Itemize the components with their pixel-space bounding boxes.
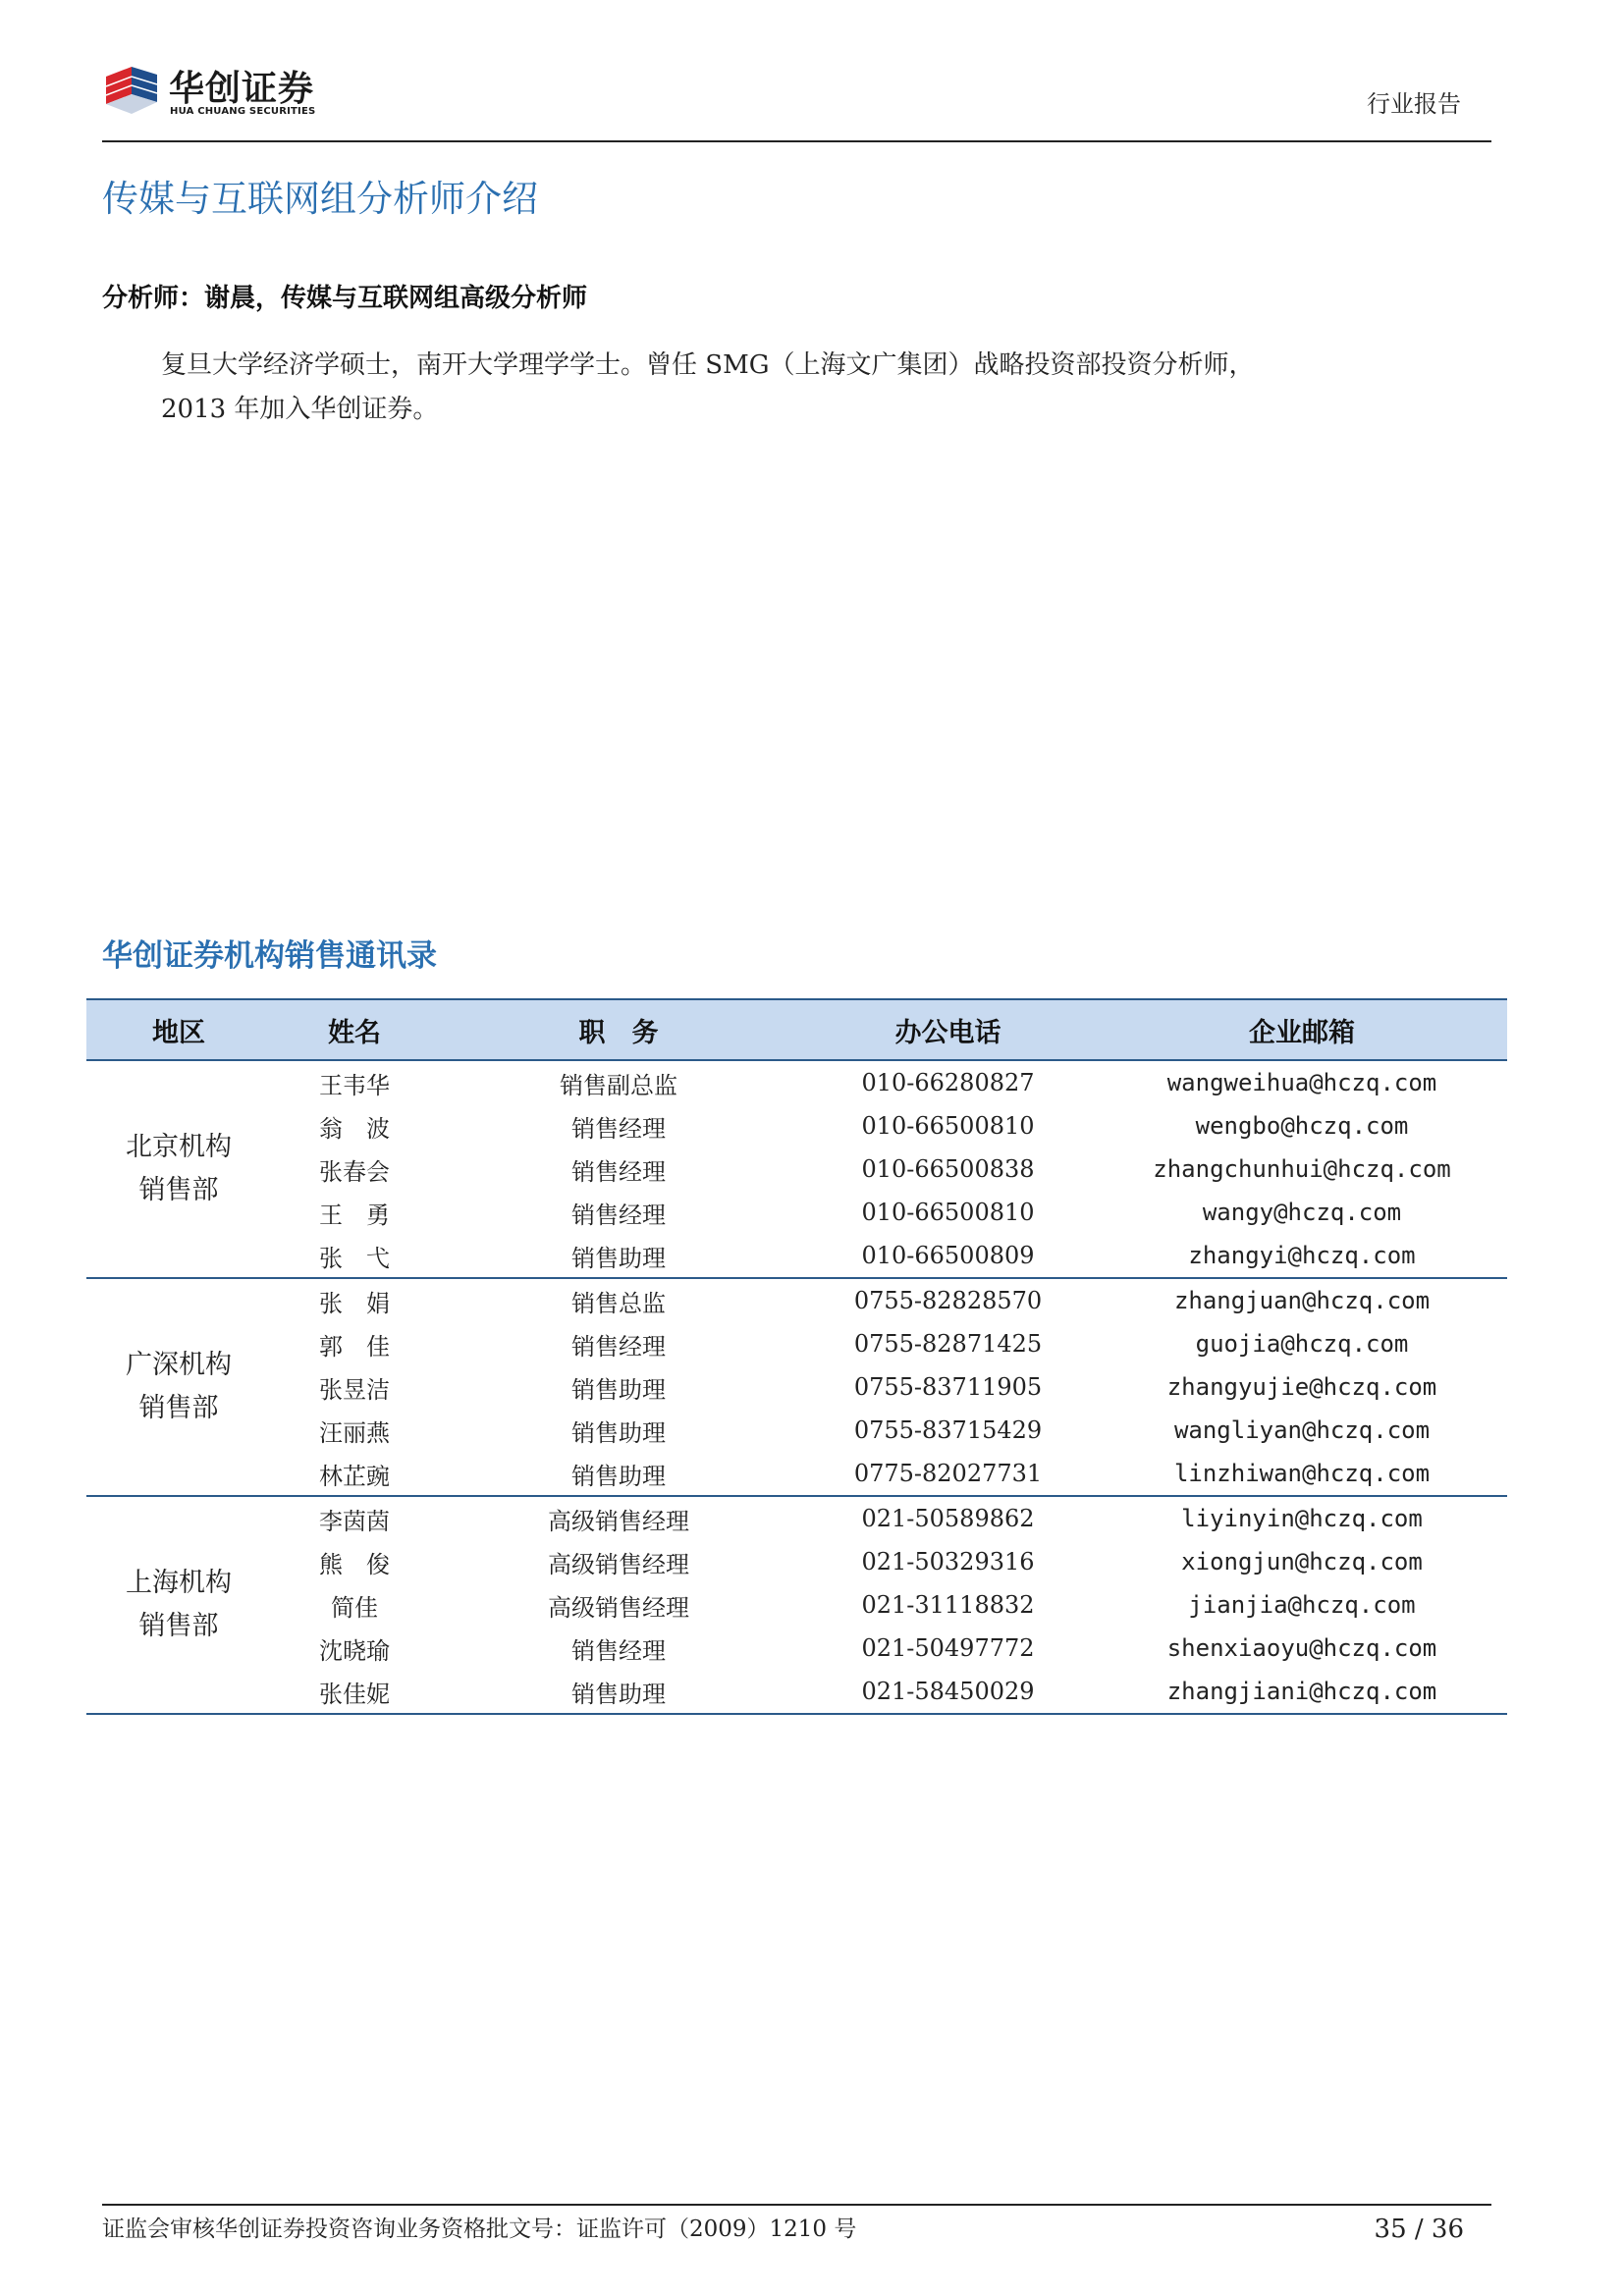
table-row	[86, 1409, 1507, 1452]
email-cell: wangliyan@hczq.com	[1173, 1416, 1431, 1444]
title-cell: 销售副总监	[560, 1071, 677, 1099]
email-cell: wangweihua@hczq.com	[1166, 1069, 1437, 1096]
table-row	[86, 1104, 1507, 1148]
name-cell: 郭 佳	[319, 1332, 390, 1361]
phone-cell: 021-50497772	[861, 1634, 1035, 1662]
title-cell: 高级销售经理	[548, 1593, 689, 1622]
footer-divider	[102, 2204, 1491, 2206]
email-cell: zhangjuan@hczq.com	[1173, 1287, 1431, 1314]
table-header-row	[86, 999, 1507, 1060]
table-row	[86, 1060, 1507, 1104]
email-cell: zhangjiani@hczq.com	[1097, 1670, 1507, 1714]
title-cell: 销售经理	[571, 1201, 666, 1229]
phone-cell: 010-66280827	[861, 1069, 1035, 1096]
phone-cell: 0755-83711905	[853, 1373, 1043, 1401]
analyst-section-title: 传媒与互联网组分析师介绍	[102, 178, 538, 220]
region-cell: 上海机构 销售部	[86, 1496, 271, 1714]
email-cell: zhangyujie@hczq.com	[1166, 1373, 1437, 1401]
table-row	[86, 1234, 1507, 1278]
title-cell: 高级销售经理	[548, 1507, 689, 1535]
name-cell: 王韦华	[319, 1071, 390, 1099]
title-cell: 销售助理	[438, 1452, 799, 1496]
email-cell: guojia@hczq.com	[1195, 1330, 1409, 1358]
column-header-name: 姓名	[271, 999, 438, 1060]
column-header-phone: 办公电话	[799, 999, 1097, 1060]
title-cell: 高级销售经理	[548, 1550, 689, 1578]
title-cell: 销售总监	[571, 1289, 666, 1317]
analyst-bio: 复旦大学经济学硕士，南开大学理学学士。曾任 SMG（上海文广集团）战略投资部投资分析师，2013 年加入华创证券。	[161, 350, 1255, 424]
name-cell: 沈晓瑜	[319, 1636, 390, 1665]
region-cell: 北京机构 销售部	[86, 1060, 271, 1278]
phone-cell: 0755-82871425	[853, 1330, 1043, 1358]
title-cell: 销售助理	[438, 1670, 799, 1714]
name-cell: 汪丽燕	[319, 1418, 390, 1447]
phone-cell: 010-66500810	[861, 1112, 1035, 1140]
email-cell: zhangyi@hczq.com	[1097, 1234, 1507, 1278]
title-cell: 销售经理	[571, 1114, 666, 1143]
column-header-region: 地区	[86, 999, 271, 1060]
column-header-email: 企业邮箱	[1097, 999, 1507, 1060]
email-cell: xiongjun@hczq.com	[1181, 1548, 1423, 1575]
email-cell: liyinyin@hczq.com	[1181, 1505, 1423, 1532]
email-cell: jianjia@hczq.com	[1188, 1591, 1416, 1619]
title-cell: 销售助理	[571, 1375, 666, 1404]
email-cell: wengbo@hczq.com	[1195, 1112, 1409, 1140]
table-row	[86, 1148, 1507, 1191]
header-divider	[102, 140, 1491, 142]
table-row	[86, 1670, 1507, 1714]
name-cell: 李茵茵	[319, 1507, 390, 1535]
phone-cell: 010-66500810	[861, 1199, 1035, 1226]
table-row	[86, 1322, 1507, 1365]
name-cell: 熊 俊	[319, 1550, 390, 1578]
sales-directory-table	[86, 998, 1507, 1715]
logo-cube-icon	[102, 63, 159, 122]
phone-cell: 0775-82027731	[799, 1452, 1097, 1496]
column-header-title: 职 务	[438, 999, 799, 1060]
name-cell: 简佳	[331, 1593, 378, 1622]
phone-cell: 021-50589862	[861, 1505, 1035, 1532]
phone-cell: 0755-83715429	[853, 1416, 1043, 1444]
company-logo	[102, 61, 338, 130]
phone-cell: 021-58450029	[799, 1670, 1097, 1714]
email-cell: zhangchunhui@hczq.com	[1153, 1155, 1451, 1183]
table-row	[86, 1278, 1507, 1322]
table-row	[86, 1496, 1507, 1540]
name-cell: 张春会	[319, 1157, 390, 1186]
table-row	[86, 1540, 1507, 1583]
title-cell: 销售经理	[571, 1157, 666, 1186]
table-row	[86, 1627, 1507, 1670]
name-cell: 张昱洁	[319, 1375, 390, 1404]
email-cell: shenxiaoyu@hczq.com	[1166, 1634, 1437, 1662]
title-cell: 销售经理	[571, 1332, 666, 1361]
table-row	[86, 1452, 1507, 1496]
table-row	[86, 1191, 1507, 1234]
license-statement: 证监会审核华创证券投资咨询业务资格批文号：证监许可（2009）1210 号	[102, 2216, 857, 2242]
name-cell: 王 勇	[319, 1201, 390, 1229]
report-type-label: 行业报告	[1367, 90, 1461, 118]
table-row	[86, 1365, 1507, 1409]
table-row	[86, 1583, 1507, 1627]
logo-english-name: HUA CHUANG SECURITIES	[170, 106, 316, 117]
page-number: 35 / 36	[1374, 2215, 1464, 2244]
analyst-name-line: 分析师：谢晨，传媒与互联网组高级分析师	[102, 284, 588, 313]
name-cell: 张 娟	[319, 1289, 390, 1317]
directory-title: 华创证券机构销售通讯录	[102, 938, 437, 974]
title-cell: 销售助理	[438, 1234, 799, 1278]
title-cell: 销售助理	[571, 1418, 666, 1447]
phone-cell: 021-31118832	[861, 1591, 1035, 1619]
phone-cell: 010-66500809	[799, 1234, 1097, 1278]
name-cell: 翁 波	[319, 1114, 390, 1143]
logo-name: 华创证券	[169, 69, 315, 109]
name-cell: 张 弋	[271, 1234, 438, 1278]
phone-cell: 0755-82828570	[853, 1287, 1043, 1314]
region-cell: 广深机构 销售部	[86, 1278, 271, 1496]
phone-cell: 021-50329316	[861, 1548, 1035, 1575]
email-cell: wangy@hczq.com	[1202, 1199, 1402, 1226]
email-cell: linzhiwan@hczq.com	[1097, 1452, 1507, 1496]
name-cell: 张佳妮	[271, 1670, 438, 1714]
name-cell: 林芷豌	[271, 1452, 438, 1496]
phone-cell: 010-66500838	[861, 1155, 1035, 1183]
title-cell: 销售经理	[571, 1636, 666, 1665]
